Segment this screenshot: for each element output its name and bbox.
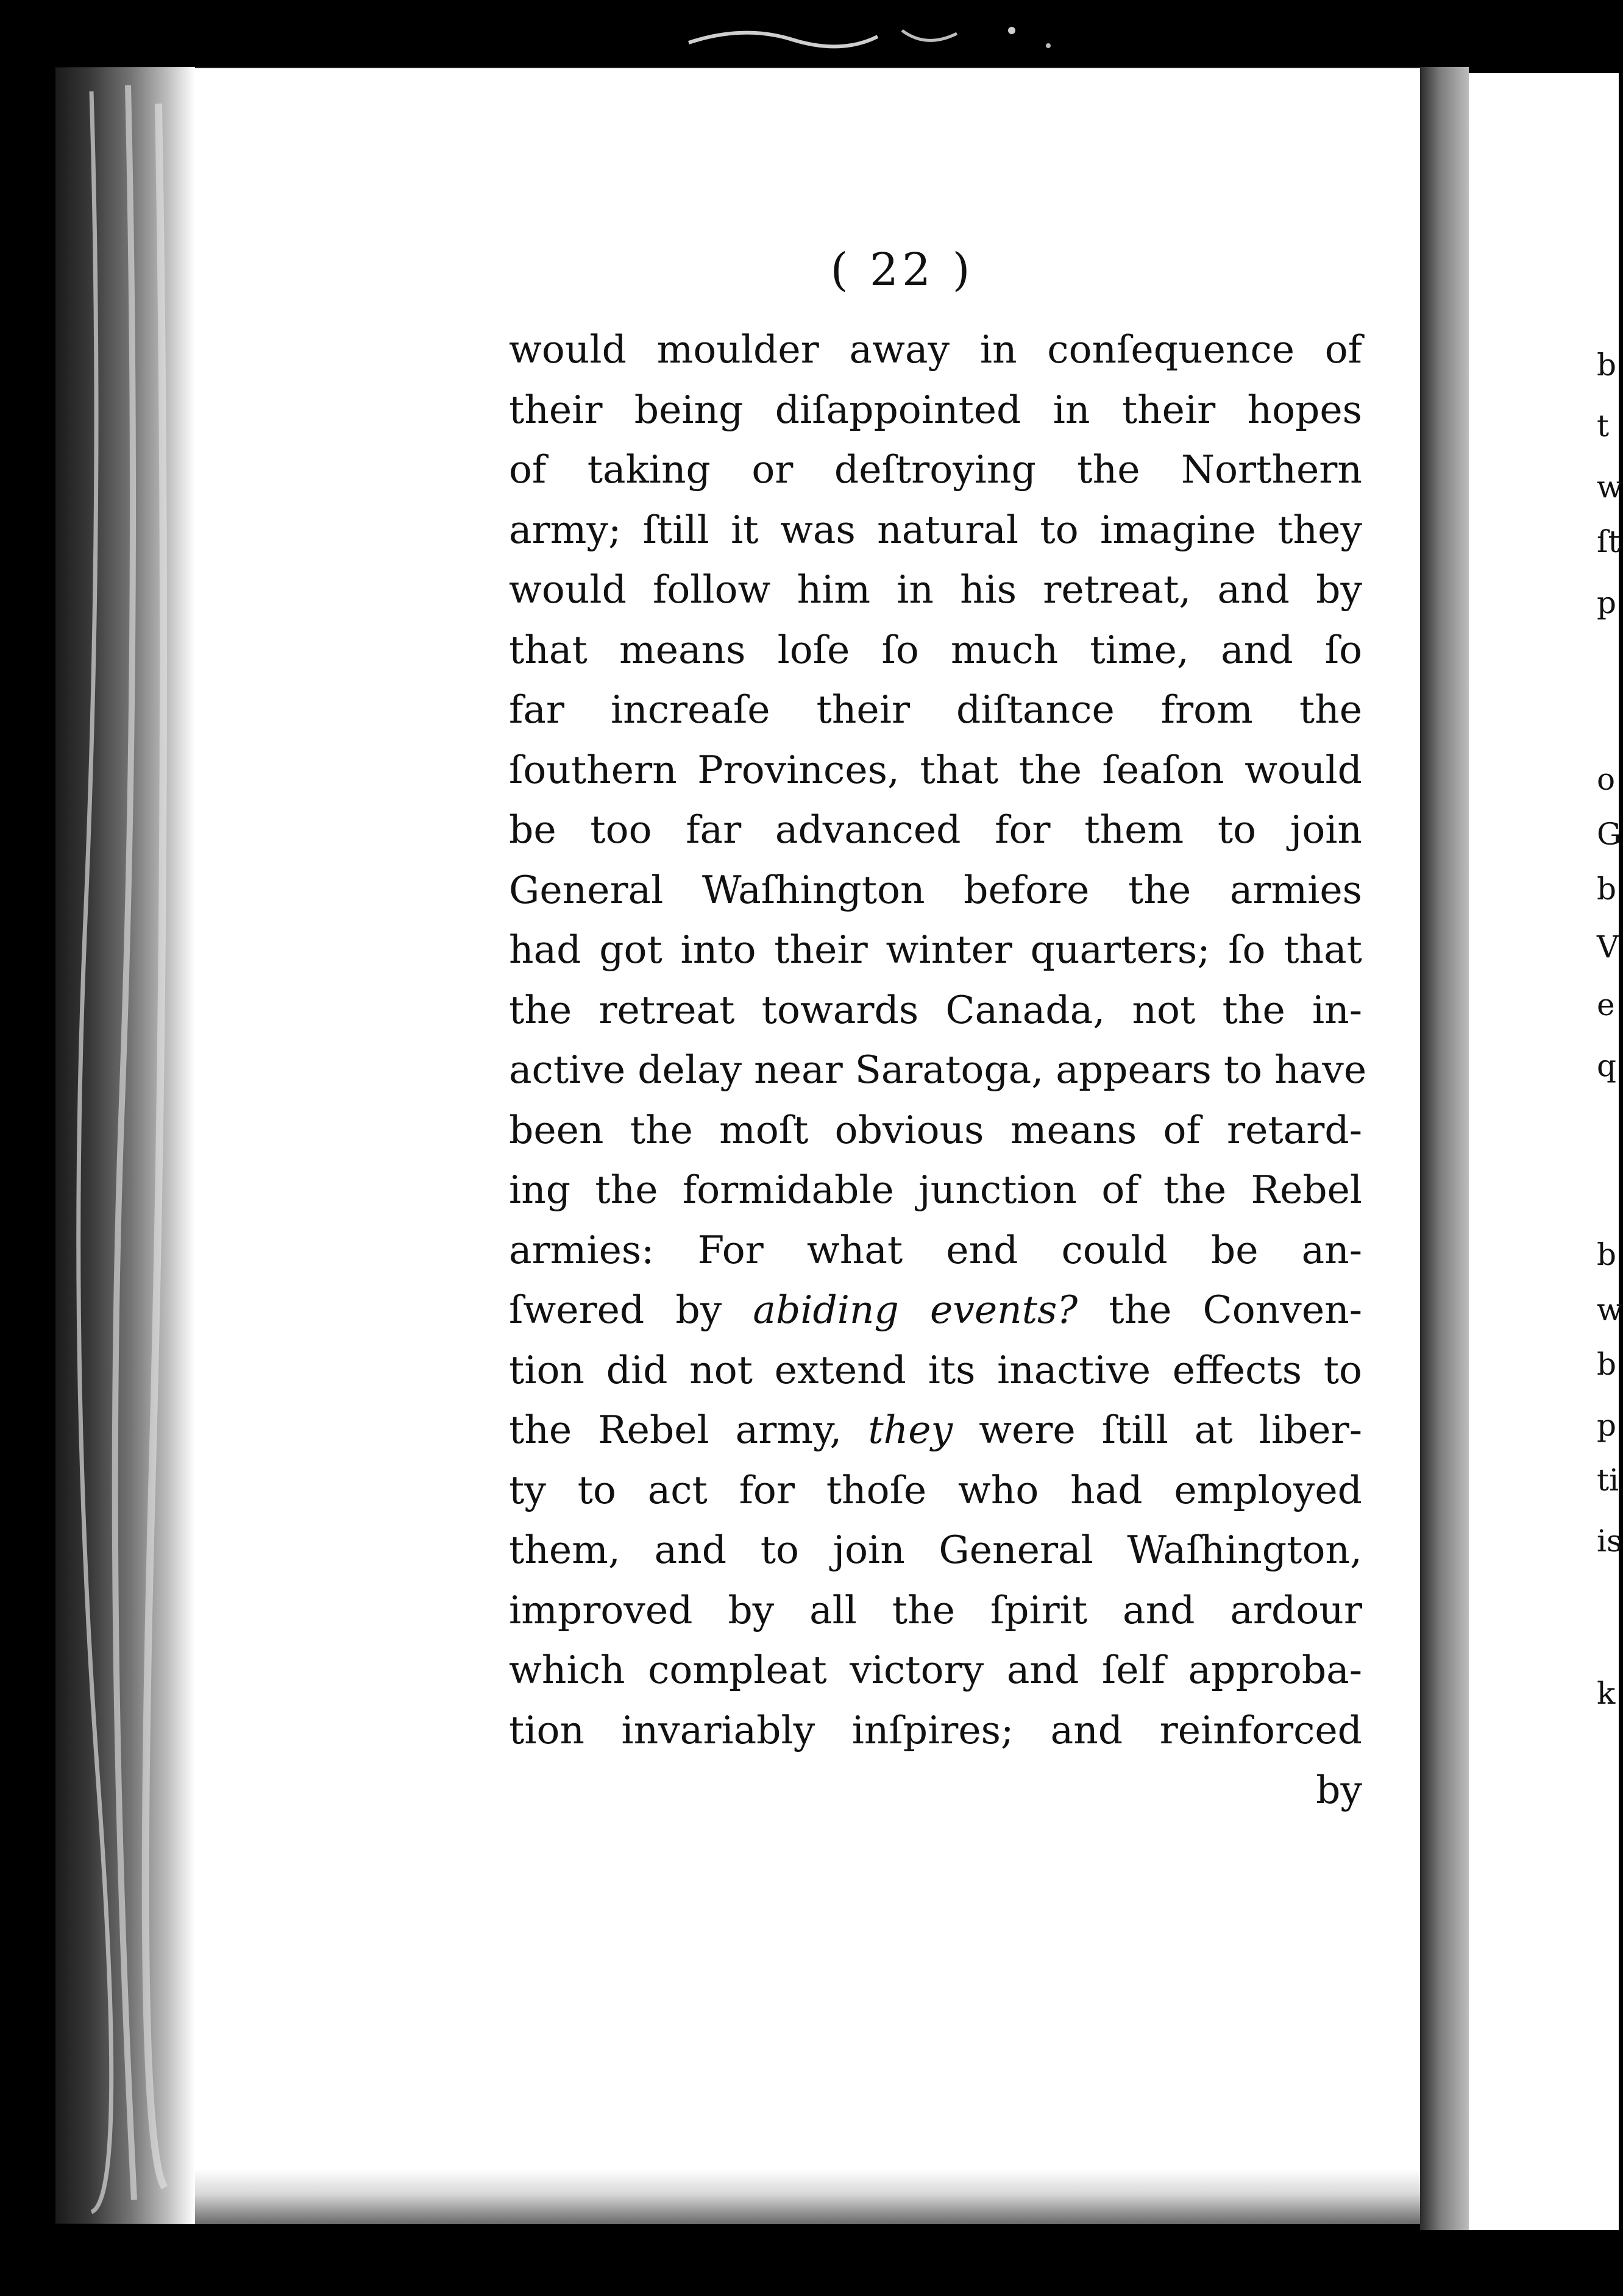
- text-line: which compleat victory and ſelf approba-: [509, 1648, 1362, 1692]
- italic-phrase: they: [868, 1408, 953, 1452]
- text-line-segment: the Conven-: [1078, 1288, 1362, 1332]
- text-line: be too far advanced for them to join: [509, 807, 1362, 852]
- page-number-header: ( 22 ): [830, 244, 974, 296]
- facing-page-letter: ti: [1597, 1462, 1619, 1498]
- text-line: [509, 1280, 1362, 1341]
- facing-page-letter: b: [1597, 1237, 1617, 1272]
- facing-page-letter: w: [1597, 469, 1623, 505]
- body-text: [509, 320, 1367, 1821]
- top-edge-specks: [670, 12, 1097, 67]
- gutter-streaks: [55, 67, 195, 2224]
- text-line: their being diſappointed in their hopes: [509, 387, 1362, 432]
- text-line: tion invariably inſpires; and reinforced: [509, 1707, 1362, 1752]
- facing-page-letter: q: [1597, 1048, 1617, 1083]
- text-line: would follow him in his retreat, and by: [509, 567, 1362, 612]
- facing-page-letter: is: [1597, 1523, 1622, 1559]
- facing-page-letter: e: [1597, 987, 1615, 1022]
- text-line-segment: ſwered by: [509, 1288, 753, 1332]
- facing-page-letter: p: [1597, 585, 1617, 620]
- text-line: would moulder away in conſequence of: [509, 327, 1362, 372]
- catchword: by: [1316, 1768, 1362, 1812]
- facing-page-letter: o: [1597, 762, 1616, 797]
- text-line: far increaſe their diſtance from the: [509, 687, 1362, 732]
- text-line-segment: were ſtill at liber-: [953, 1408, 1362, 1452]
- text-line: the retreat towards Canada, not the in-: [509, 987, 1362, 1032]
- facing-page-letter: ſt: [1597, 524, 1621, 559]
- page-bottom-edge: [195, 2169, 1457, 2224]
- text-line: ing the formidable junction of the Rebel: [509, 1167, 1362, 1212]
- text-line: been the moſt obvious means of retard-: [509, 1107, 1362, 1152]
- text-line-segment: the Rebel army,: [509, 1408, 868, 1452]
- italic-phrase: abiding events?: [753, 1288, 1078, 1332]
- text-line: them, and to join General Waſhington,: [509, 1528, 1362, 1572]
- text-line: armies: For what end could be an-: [509, 1227, 1362, 1272]
- facing-page-letter: w: [1597, 1292, 1623, 1327]
- facing-page-letter: b: [1597, 1347, 1617, 1382]
- facing-page-letter: k: [1597, 1676, 1616, 1711]
- facing-page-letter: b: [1597, 347, 1617, 383]
- facing-page-fold: [1420, 67, 1469, 2230]
- text-line: had got into their winter quarters; ſo that: [509, 927, 1362, 972]
- facing-page-letter: t: [1597, 408, 1610, 444]
- text-line: of taking or deſtroying the Northern: [509, 447, 1362, 492]
- text-line: improved by all the ſpirit and ardour: [509, 1587, 1362, 1632]
- facing-page-letter: b: [1597, 871, 1617, 907]
- facing-page-letter: p: [1597, 1408, 1617, 1443]
- text-line: that means loſe ſo much time, and ſo: [509, 627, 1362, 672]
- text-line: General Waſhington before the armies: [509, 867, 1362, 912]
- text-line: active delay near Saratoga, appears to have: [509, 1047, 1367, 1092]
- text-line: army; ſtill it was natural to imagine they: [509, 507, 1362, 552]
- facing-page-edge-text: [1597, 0, 1621, 2296]
- facing-page-letter: V: [1597, 929, 1619, 965]
- text-line: tion did not extend its inactive effects to: [509, 1347, 1362, 1392]
- text-line: ſouthern Provinces, that the ſeaſon would: [509, 747, 1362, 792]
- text-line: [509, 1400, 1362, 1461]
- facing-page-letter: G: [1597, 817, 1621, 852]
- text-line: ty to act for thoſe who had employed: [509, 1467, 1362, 1512]
